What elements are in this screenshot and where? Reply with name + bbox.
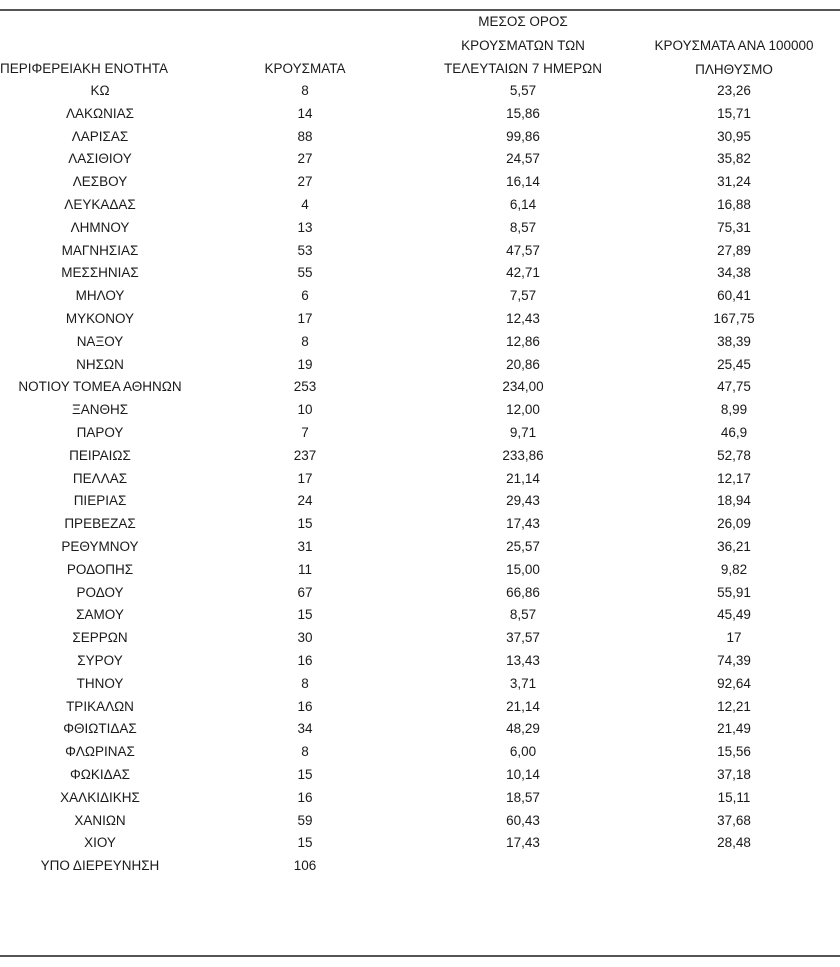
per-100k-cell: 37,68 [717,812,751,828]
table-row [0,536,840,559]
avg-7-days-cell: 21,14 [506,470,540,486]
per-100k-cell: 25,45 [717,356,751,372]
table-row [0,80,840,103]
table-row [0,855,840,878]
region-name-cell: ΥΠΟ ΔΙΕΡΕΥΝΗΣΗ [40,858,160,874]
per-100k-cell: 38,39 [717,333,751,349]
per-100k-cell: 35,82 [717,151,751,167]
per-100k-cell: 15,71 [717,105,751,121]
avg-7-days-cell: 12,43 [506,310,540,326]
avg-7-days-cell: 25,57 [506,538,540,554]
region-name-cell: ΠΑΡΟΥ [76,424,124,440]
cases-cell: 27 [297,174,313,190]
region-name-cell: ΣΥΡΟΥ [77,652,123,668]
cases-cell: 17 [297,310,313,326]
avg-7-days-cell: 66,86 [506,584,540,600]
header-cases-per-100k [628,34,840,81]
per-100k-cell: 74,39 [717,652,751,668]
header-per100k-line1: ΚΡΟΥΣΜΑΤΑ ΑΝΑ 100000 [654,38,814,53]
table-row [0,810,840,833]
region-name-cell: ΡΟΔΟΠΗΣ [66,561,134,577]
cases-cell: 4 [301,196,309,212]
cases-cell: 8 [301,744,309,760]
per-100k-cell: 60,41 [717,288,751,304]
header-per100k-line2: ΠΛΗΘΥΣΜΟ [695,61,773,77]
region-name-cell: ΛΗΜΝΟΥ [70,219,130,235]
avg-7-days-cell: 6,14 [509,196,537,212]
per-100k-cell: 18,94 [717,493,751,509]
per-100k-cell: 26,09 [717,516,751,532]
region-name-cell: ΝΗΣΩΝ [76,356,124,372]
per-100k-cell: 31,24 [717,174,751,190]
avg-7-days-cell: 12,86 [506,333,540,349]
cases-cell: 106 [293,858,317,874]
table-row [0,399,840,422]
avg-7-days-cell: 3,71 [509,675,537,691]
region-name-cell: ΡΟΔΟΥ [76,584,124,600]
table-row [0,787,840,810]
avg-7-days-cell: 29,43 [506,493,540,509]
table-row [0,376,840,399]
avg-7-days-cell: 99,86 [506,128,540,144]
region-name-cell: ΡΕΘΥΜΝΟΥ [61,538,139,554]
avg-7-days-cell: 15,00 [506,561,540,577]
per-100k-cell: 15,56 [717,744,751,760]
cases-cell: 15 [297,835,313,851]
region-name-cell: ΤΗΝΟΥ [76,675,124,691]
avg-7-days-cell: 233,86 [502,447,544,463]
cases-cell: 13 [297,219,313,235]
avg-7-days-cell: 48,29 [506,721,540,737]
avg-7-days-cell: 42,71 [506,265,540,281]
cases-cell: 30 [297,630,313,646]
cases-cell: 6 [301,288,309,304]
avg-7-days-cell: 17,43 [506,835,540,851]
cases-cell: 15 [297,766,313,782]
region-name-cell: ΛΑΡΙΣΑΣ [71,128,129,144]
table-row [0,604,840,627]
per-100k-cell: 28,48 [717,835,751,851]
per-100k-cell: 46,9 [720,424,748,440]
region-name-cell: ΝΑΞΟΥ [76,333,124,349]
per-100k-cell: 47,75 [717,379,751,395]
table-row [0,103,840,126]
table-row [0,422,840,445]
table-row [0,217,840,240]
table-row [0,126,840,149]
cases-cell: 8 [301,83,309,98]
table-row [0,354,840,377]
cases-cell: 27 [297,151,313,167]
cases-cell: 55 [297,265,313,281]
per-100k-cell: 30,95 [717,128,751,144]
cases-cell: 17 [297,470,313,486]
region-name-cell: ΛΑΣΙΘΙΟΥ [68,151,132,167]
region-name-cell: ΦΘΙΩΤΙΔΑΣ [63,721,137,737]
header-cases: ΚΡΟΥΣΜΑΤΑ [264,61,346,76]
table-row [0,308,840,331]
per-100k-cell: 8,99 [720,402,748,418]
cases-cell: 16 [297,652,313,668]
per-100k-cell: 92,64 [717,675,751,691]
region-name-cell: ΠΕΙΡΑΙΩΣ [69,447,131,463]
region-name-cell: ΜΥΚΟΝΟΥ [65,310,135,326]
region-name-cell: ΣΕΡΡΩΝ [72,630,128,646]
table-row [0,171,840,194]
cases-cell: 59 [297,812,313,828]
per-100k-cell: 12,21 [717,698,751,714]
avg-7-days-cell: 15,86 [506,105,540,121]
region-name-cell: ΝΟΤΙΟΥ ΤΟΜΕΑ ΑΘΗΝΩΝ [18,379,182,395]
table-row [0,673,840,696]
header-region: ΠΕΡΙΦΕΡΕΙΑΚΗ ΕΝΟΤΗΤΑ [0,61,169,76]
cases-cell: 16 [297,698,313,714]
avg-7-days-cell: 10,14 [506,766,540,782]
cases-cell: 14 [297,105,313,121]
region-name-cell: ΦΩΚΙΔΑΣ [70,766,130,782]
cases-cell: 15 [297,516,313,532]
avg-7-days-cell: 18,57 [506,789,540,805]
region-name-cell: ΞΑΝΘΗΣ [71,402,129,418]
table-row [0,650,840,673]
cases-cell: 53 [297,242,313,258]
region-name-cell: ΛΕΥΚΑΔΑΣ [64,196,136,212]
per-100k-cell: 55,91 [717,584,751,600]
table-row [0,582,840,605]
table-header [0,14,840,78]
table-row [0,240,840,263]
table-row [0,741,840,764]
table-row [0,262,840,285]
per-100k-cell: 37,18 [717,766,751,782]
region-name-cell: ΣΑΜΟΥ [76,607,124,623]
avg-7-days-cell: 37,57 [506,630,540,646]
cases-cell: 16 [297,789,313,805]
table-row [0,696,840,719]
table-row [0,832,840,855]
avg-7-days-cell: 17,43 [506,516,540,532]
per-100k-cell: 21,49 [717,721,751,737]
per-100k-cell: 75,31 [717,219,751,235]
avg-7-days-cell: 7,57 [509,288,537,304]
per-100k-cell: 17 [726,630,742,646]
per-100k-cell: 15,11 [717,789,751,805]
avg-7-days-cell: 9,71 [509,424,537,440]
cases-cell: 11 [297,561,312,577]
table-row [0,445,840,468]
avg-7-days-cell: 8,57 [509,607,537,623]
region-name-cell: ΠΕΛΛΑΣ [72,470,128,486]
avg-7-days-cell: 21,14 [506,698,540,714]
avg-7-days-cell: 8,57 [509,219,537,235]
table-row [0,513,840,536]
table-row [0,718,840,741]
header-avg-line1: ΜΕΣΟΣ ΟΡΟΣ [478,14,568,29]
table-row [0,490,840,513]
per-100k-cell: 27,89 [717,242,751,258]
avg-7-days-cell: 60,43 [506,812,540,828]
region-name-cell: ΦΛΩΡΙΝΑΣ [65,744,135,760]
region-name-cell: ΧΙΟΥ [84,835,116,851]
region-name-cell: ΤΡΙΚΑΛΩΝ [66,698,134,714]
region-name-cell: ΧΑΝΙΩΝ [74,812,126,828]
table-row [0,148,840,171]
region-name-cell: ΛΑΚΩΝΙΑΣ [66,105,134,121]
table-row [0,559,840,582]
region-name-cell: ΜΗΛΟΥ [75,288,125,304]
table-row [0,764,840,787]
region-name-cell: ΜΑΓΝΗΣΙΑΣ [61,242,139,258]
avg-7-days-cell: 20,86 [506,356,540,372]
avg-7-days-cell: 13,43 [506,652,540,668]
per-100k-cell: 167,75 [713,310,755,326]
avg-7-days-cell: 24,57 [506,151,540,167]
per-100k-cell: 16,88 [717,196,751,212]
avg-7-days-cell: 234,00 [502,379,544,395]
cases-cell: 24 [297,493,313,509]
cases-cell: 88 [297,128,313,144]
avg-7-days-cell: 47,57 [506,242,540,258]
region-name-cell: ΜΕΣΣΗΝΙΑΣ [61,265,139,281]
header-avg-7-days [418,10,628,81]
cases-cell: 15 [297,607,313,623]
avg-7-days-cell: 5,57 [509,83,537,98]
cases-cell: 31 [297,538,313,554]
region-name-cell: ΠΙΕΡΙΑΣ [73,493,127,509]
region-name-cell: ΛΕΣΒΟΥ [72,174,128,190]
avg-7-days-cell: 6,00 [509,744,537,760]
avg-7-days-cell: 16,14 [506,174,540,190]
header-avg-line3: ΤΕΛΕΥΤΑΙΩΝ 7 ΗΜΕΡΩΝ [444,61,602,76]
cases-cell: 19 [297,356,313,372]
per-100k-cell: 52,78 [717,447,751,463]
per-100k-cell: 36,21 [717,538,751,554]
cases-cell: 7 [301,424,309,440]
region-name-cell: ΚΩ [90,83,110,98]
per-100k-cell: 12,17 [717,470,751,486]
cases-cell: 237 [293,447,317,463]
table-row [0,331,840,354]
cases-cell: 8 [301,333,309,349]
table-body [0,80,840,878]
cases-cell: 253 [293,379,317,395]
header-avg-line2: ΚΡΟΥΣΜΑΤΩΝ ΤΩΝ [461,37,585,53]
cases-cell: 10 [297,402,313,418]
avg-7-days-cell: 12,00 [506,402,540,418]
region-name-cell: ΧΑΛΚΙΔΙΚΗΣ [60,789,140,805]
table-row [0,627,840,650]
region-name-cell: ΠΡΕΒΕΖΑΣ [64,516,136,532]
per-100k-cell: 45,49 [717,607,751,623]
bottom-rule [0,955,840,957]
cases-cell: 67 [297,584,313,600]
cases-cell: 8 [301,675,309,691]
table-row [0,285,840,308]
table-row [0,194,840,217]
cases-cell: 34 [297,721,313,737]
per-100k-cell: 34,38 [717,265,751,281]
per-100k-cell: 9,82 [720,561,748,577]
per-100k-cell: 23,26 [717,83,751,98]
table-row [0,468,840,491]
